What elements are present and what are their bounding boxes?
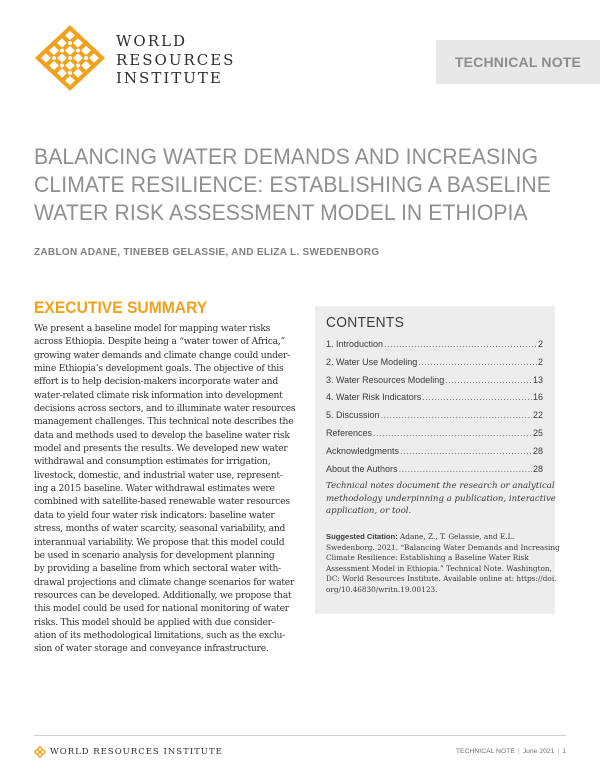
citation-doi-link[interactable]: org/10.46830/writn.19.00123. xyxy=(326,584,438,594)
summary-line: data to yield four water risk indicators: baseline water xyxy=(34,509,275,521)
toc-page: 13 xyxy=(532,374,543,385)
summary-line: stress, months of water scarcity, seasonal variability, and xyxy=(34,523,286,535)
summary-line: interannual variability. We propose that this model could xyxy=(34,536,285,548)
toc-label: About the Authors xyxy=(326,463,398,474)
toc-leader xyxy=(445,372,532,390)
citation-line: Swedenborg. 2021. “Balancing Water Demands and Increasing xyxy=(326,542,560,552)
summary-line: withdrawal and consumption estimates for irrigation, xyxy=(34,456,271,468)
toc-leader xyxy=(399,461,532,479)
toc-entry-water-risk-indicators[interactable] xyxy=(326,389,543,407)
summary-line: water-related climate risk information into development xyxy=(34,389,283,401)
citation-line: Adane, Z., T. Gelassie, and E.L. xyxy=(397,532,515,541)
summary-line: growing water demands and climate change could under- xyxy=(34,349,290,361)
organization-name xyxy=(116,32,235,88)
toc-entry-discussion[interactable] xyxy=(326,407,543,425)
table-of-contents xyxy=(326,336,543,478)
document-title xyxy=(34,143,564,227)
summary-line: be used in scenario analysis for development planning xyxy=(34,549,275,561)
summary-line: this model could be used for national monitoring of water xyxy=(34,603,289,615)
toc-entry-water-resources-modeling[interactable] xyxy=(326,372,543,390)
toc-entry-introduction[interactable] xyxy=(326,336,543,354)
summary-line: across Ethiopia. Despite being a “water tower of Africa,” xyxy=(34,336,285,348)
toc-page: 16 xyxy=(532,392,543,403)
wri-logo-icon xyxy=(34,24,106,97)
org-name-line: RESOURCES xyxy=(116,50,236,69)
summary-line: data and methods used to develop the baseline water risk xyxy=(34,429,290,441)
summary-line: drawal projections and climate change scenarios for water xyxy=(34,576,295,588)
title-line: BALANCING WATER DEMANDS AND INCREASING xyxy=(34,144,539,169)
summary-line: ation of its methodological limitations, such as the exclu- xyxy=(34,629,286,641)
org-name-line: WORLD xyxy=(116,32,187,50)
footer-divider xyxy=(34,735,566,736)
summary-line: livestock, domestic, and industrial water use, represent- xyxy=(34,469,283,481)
footer-separator: | xyxy=(557,748,560,755)
title-line: WATER RISK ASSESSMENT MODEL IN ETHIOPIA xyxy=(34,200,528,225)
suggested-citation xyxy=(326,532,560,596)
toc-label: Acknowledgments xyxy=(326,445,400,456)
authors: ZABLON ADANE, TINEBEB GELASSIE, AND ELIZA L. SWEDENBORG xyxy=(34,247,380,258)
wri-logo-small-icon xyxy=(34,745,46,763)
toc-page: 28 xyxy=(532,445,543,456)
citation-label: Suggested Citation: xyxy=(326,532,398,541)
summary-line: by providing a baseline from which sectoral water with- xyxy=(34,563,281,575)
toc-entry-water-use-modeling[interactable] xyxy=(326,354,543,372)
summary-line: We present a baseline model for mapping water risks xyxy=(34,323,271,334)
toc-page: 25 xyxy=(532,427,543,438)
executive-summary-heading: EXECUTIVE SUMMARY xyxy=(34,298,208,317)
summary-line: combined with satellite-based renewable water resources xyxy=(34,496,290,508)
summary-line: ing a 2015 baseline. Water withdrawal estimates were xyxy=(34,483,275,495)
summary-line: decisions across sectors, and to illuminate water resources xyxy=(34,403,296,415)
citation-doi-link[interactable]: DC: World Resources Institute. Available online at: https://doi. xyxy=(326,574,557,584)
toc-leader xyxy=(418,354,537,372)
toc-leader xyxy=(381,407,532,425)
footer-organization: WORLD RESOURCES INSTITUTE xyxy=(50,747,223,757)
org-name-line: INSTITUTE xyxy=(116,69,223,87)
citation-line: Climate Resilience: Establishing a Baseline Water Risk xyxy=(326,553,529,563)
toc-page: 2 xyxy=(537,356,543,367)
description-line: Technical notes document the research or analytical xyxy=(326,481,555,491)
footer-meta xyxy=(456,748,566,755)
executive-summary-body xyxy=(34,322,296,656)
toc-page: 28 xyxy=(532,463,543,474)
toc-entry-about-the-authors[interactable] xyxy=(326,461,543,479)
toc-label: 3. Water Resources Modeling xyxy=(326,374,445,385)
summary-line: sion of water storage and conveyance infrastructure. xyxy=(34,643,269,655)
summary-line: resources can be developed. Additionally, we propose that xyxy=(34,589,292,601)
description-line: application, or tool. xyxy=(326,506,412,517)
page-number: 1 xyxy=(562,748,566,755)
footer-separator: | xyxy=(517,748,520,755)
toc-leader xyxy=(384,336,537,354)
citation-line: Assessment Model in Ethiopia.” Technical Note. Washington, xyxy=(326,563,552,573)
summary-line: effort is to help decision-makers incorporate water and xyxy=(34,376,278,388)
contents-heading: CONTENTS xyxy=(326,314,405,331)
footer-date: June 2021 xyxy=(522,748,555,755)
document-type-tab: TECHNICAL NOTE xyxy=(436,40,600,84)
toc-entry-acknowledgments[interactable] xyxy=(326,443,543,461)
toc-entry-references[interactable] xyxy=(326,425,543,443)
description-line: methodology underpinning a publication, interactive xyxy=(326,493,556,504)
toc-leader xyxy=(400,443,532,461)
toc-label: 1. Introduction xyxy=(326,339,384,349)
toc-page: 2 xyxy=(537,339,543,349)
title-line: CLIMATE RESILIENCE: ESTABLISHING A BASELINE xyxy=(34,172,551,197)
technical-note-description xyxy=(326,480,556,518)
summary-line: mine Ethiopia’s development goals. The objective of this xyxy=(34,363,284,375)
summary-line: risks. This model should be applied with due consider- xyxy=(34,616,275,628)
toc-label: References xyxy=(326,427,373,438)
toc-page: 22 xyxy=(532,410,543,421)
toc-label: 5. Discussion xyxy=(326,410,380,421)
footer-doc-type: TECHNICAL NOTE xyxy=(455,748,515,755)
summary-line: management challenges. This technical note describes the xyxy=(34,416,294,428)
toc-label: 2. Water Use Modeling xyxy=(326,356,418,367)
toc-label: 4. Water Risk Indicators xyxy=(326,392,422,403)
toc-leader xyxy=(422,389,532,407)
toc-leader xyxy=(373,425,532,443)
summary-line: model and presents the results. We developed new water xyxy=(34,443,288,455)
